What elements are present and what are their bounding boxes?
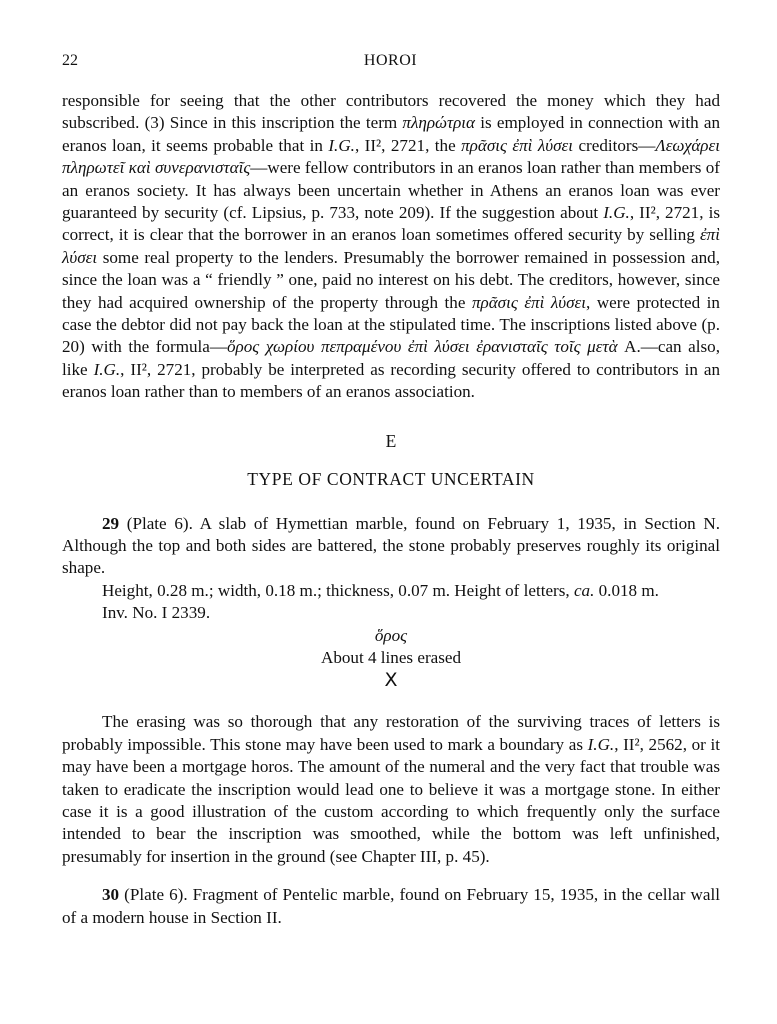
inscription-note: About 4 lines erased xyxy=(320,647,462,667)
text-run: responsible for seeing that the other contributors recovered the money which they had subscribed. (3) Since in this inscription the term xyxy=(62,91,720,133)
greek-term: ἐπὶ λύσει xyxy=(62,225,720,267)
citation-ig: I.G. xyxy=(328,135,355,155)
entry-number: 30 xyxy=(102,885,120,905)
text-run: is employed in connection with an eranos loan, it seems probable that in xyxy=(62,113,720,155)
section-title: TYPE OF CONTRACT UNCERTAIN xyxy=(247,469,535,490)
text-run: , II², 2721, probably be interpreted as recording security offered to contributors in an eranos loan rather than to members of an eranos association. xyxy=(62,359,721,402)
paragraph-eranos-loan xyxy=(62,90,720,404)
text-run: The erasing was so thorough that any restoration of the surviving traces of letters is probably impossible. This stone may have been used to mark a boundary as xyxy=(62,712,720,754)
citation-ig: I.G. xyxy=(587,734,615,754)
inscription-mark: X xyxy=(384,669,398,692)
page-header xyxy=(62,52,719,74)
text-run: A.—can also, like xyxy=(62,337,720,379)
greek-term: πληρώτρια xyxy=(402,113,476,133)
citation-ig: I.G. xyxy=(93,359,121,379)
entry-text: (Plate 6). A slab of Hymettian marble, found on February 1, 1935, in Section Ν. Although the top and both sides are battered, the stone probably preserves roughly its original shape. xyxy=(62,513,720,578)
greek-term: Λεωχάρει πληρωτεῖ καὶ συνερανισταῖς xyxy=(62,135,720,178)
text-run: —were fellow contributors in an eranos loan rather than members of an eranos society. It has always been uncertain whether in Athens an eranos loan was ever guaranteed by security (cf. Lipsius, p. 733, note 209). If the suggestion about xyxy=(62,158,721,223)
text-run: , II², 2562, or it may have been a mortgage horos. The amount of the numeral and the very fact that trouble was taken to eradicate the inscription would lead one to believe it was a mortgage stone. In either case it is a good illustration of the custom according to which frequently only the surface intended to bear the inscription was smoothed, while the bottom was left unfinished, presumably for insertion in the ground (see Chapter III, p. 45). xyxy=(62,734,720,866)
section-letter: E xyxy=(385,430,397,451)
paragraph-erasing xyxy=(62,711,720,868)
abbrev-ca: ca. xyxy=(573,580,595,600)
entry-30 xyxy=(62,884,720,929)
entry-29-inventory: Inv. No. I 2339. xyxy=(102,603,211,623)
page-number: 22 xyxy=(62,52,78,69)
greek-term: πρᾶσις ἐπὶ λύσει xyxy=(471,292,587,312)
entry-text: (Plate 6). Fragment of Pentelic marble, found on February 15, 1935, in the cellar wall of a modern house in Section ΙΙ. xyxy=(62,885,720,927)
entry-29-measurements xyxy=(102,580,720,602)
text-run: some real property to the lenders. Presumably the borrower remained in possession and, since the loan was a “ friendly ” one, paid no interest on his debt. The creditors, however, since they had acquired ownership of the property through the xyxy=(62,247,720,312)
text-run: , II², 2721, is correct, it is clear that the borrower in an eranos loan sometimes offered security by selling xyxy=(62,203,720,245)
text-run: 0.018 m. xyxy=(594,580,659,600)
inscription-word: ὅρος xyxy=(374,625,408,645)
running-title: HOROI xyxy=(363,52,418,69)
citation-ig: I.G. xyxy=(603,203,630,223)
page-body xyxy=(62,90,720,929)
greek-term: πρᾶσις ἐπὶ λύσει xyxy=(461,135,574,155)
text-run: Height, 0.28 m.; width, 0.18 m.; thickness, 0.07 m. Height of letters, xyxy=(102,580,574,600)
text-run: , II², 2721, the xyxy=(354,135,462,155)
entry-29 xyxy=(62,513,720,580)
text-run: creditors— xyxy=(573,135,656,155)
text-run: , were protected in case the debtor did not pay back the loan at the stipulated time. The inscriptions listed above (p. 20) with the formula— xyxy=(62,292,720,357)
entry-number: 29 xyxy=(102,513,120,533)
greek-term: ὅρος χωρίου πεπραμένου ἐπὶ λύσει ἐρανισταῖς τοῖς μετὰ xyxy=(227,337,618,357)
